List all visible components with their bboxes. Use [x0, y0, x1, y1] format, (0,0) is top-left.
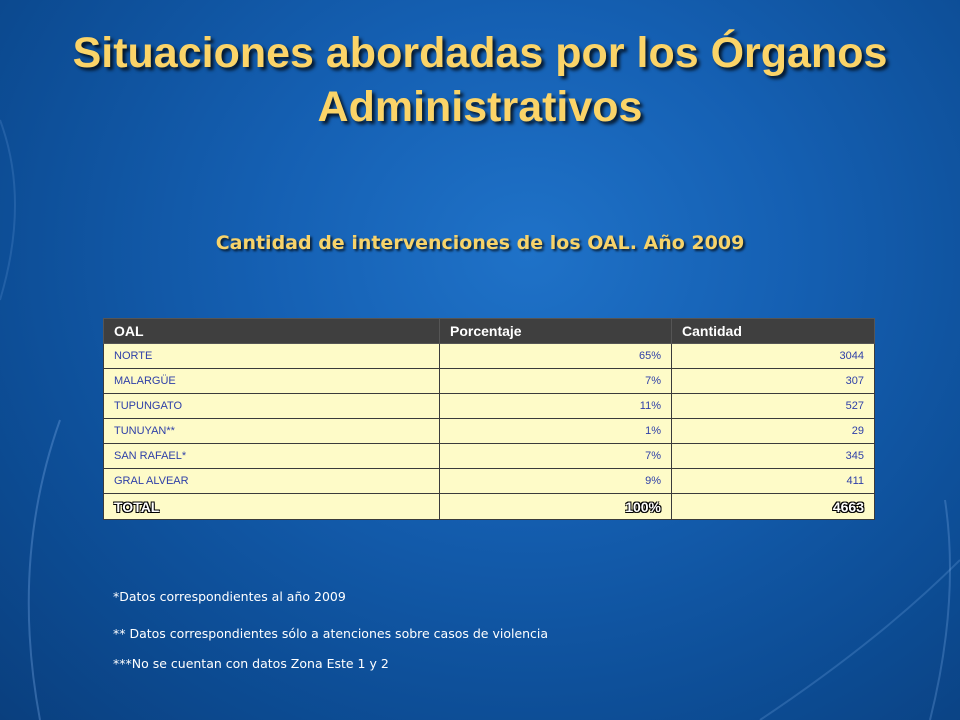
- cell-porcentaje: 65%: [440, 344, 672, 369]
- cell-porcentaje: 11%: [440, 394, 672, 419]
- cell-cantidad: 307: [672, 369, 875, 394]
- cell-oal: GRAL ALVEAR: [104, 469, 440, 494]
- header-porcentaje: Porcentaje: [440, 319, 672, 344]
- table-row: [104, 369, 875, 394]
- cell-porcentaje: 7%: [440, 444, 672, 469]
- cell-oal: SAN RAFAEL*: [104, 444, 440, 469]
- total-label: TOTAL: [104, 494, 440, 520]
- cell-oal: TUNUYAN**: [104, 419, 440, 444]
- table-row: [104, 344, 875, 369]
- total-porcentaje: 100%: [440, 494, 672, 520]
- cell-porcentaje: 9%: [440, 469, 672, 494]
- table-caption: Cantidad de intervenciones de los OAL. Año 2009: [215, 232, 745, 254]
- table-row: [104, 419, 875, 444]
- title-line-1: Situaciones abordadas por los Órganos: [72, 29, 888, 77]
- footnote-1: *Datos correspondientes al año 2009: [113, 589, 346, 604]
- table-row: [104, 394, 875, 419]
- cell-cantidad: 527: [672, 394, 875, 419]
- cell-oal: TUPUNGATO: [104, 394, 440, 419]
- oal-table: [103, 318, 875, 520]
- total-cantidad: 4663: [672, 494, 875, 520]
- page-title: [0, 26, 960, 134]
- cell-cantidad: 3044: [672, 344, 875, 369]
- header-cantidad: Cantidad: [672, 319, 875, 344]
- cell-cantidad: 411: [672, 469, 875, 494]
- cell-cantidad: 345: [672, 444, 875, 469]
- title-line-2: Administrativos: [317, 83, 643, 131]
- table-header-row: [104, 319, 875, 344]
- header-oal: OAL: [104, 319, 440, 344]
- cell-oal: NORTE: [104, 344, 440, 369]
- cell-porcentaje: 7%: [440, 369, 672, 394]
- total-row: [104, 494, 875, 520]
- table-row: [104, 444, 875, 469]
- cell-cantidad: 29: [672, 419, 875, 444]
- footnote-2: ** Datos correspondientes sólo a atenciones sobre casos de violencia: [113, 626, 549, 641]
- footnote-3: ***No se cuentan con datos Zona Este 1 y 2: [113, 656, 389, 671]
- table-row: [104, 469, 875, 494]
- cell-porcentaje: 1%: [440, 419, 672, 444]
- cell-oal: MALARGÜE: [104, 369, 440, 394]
